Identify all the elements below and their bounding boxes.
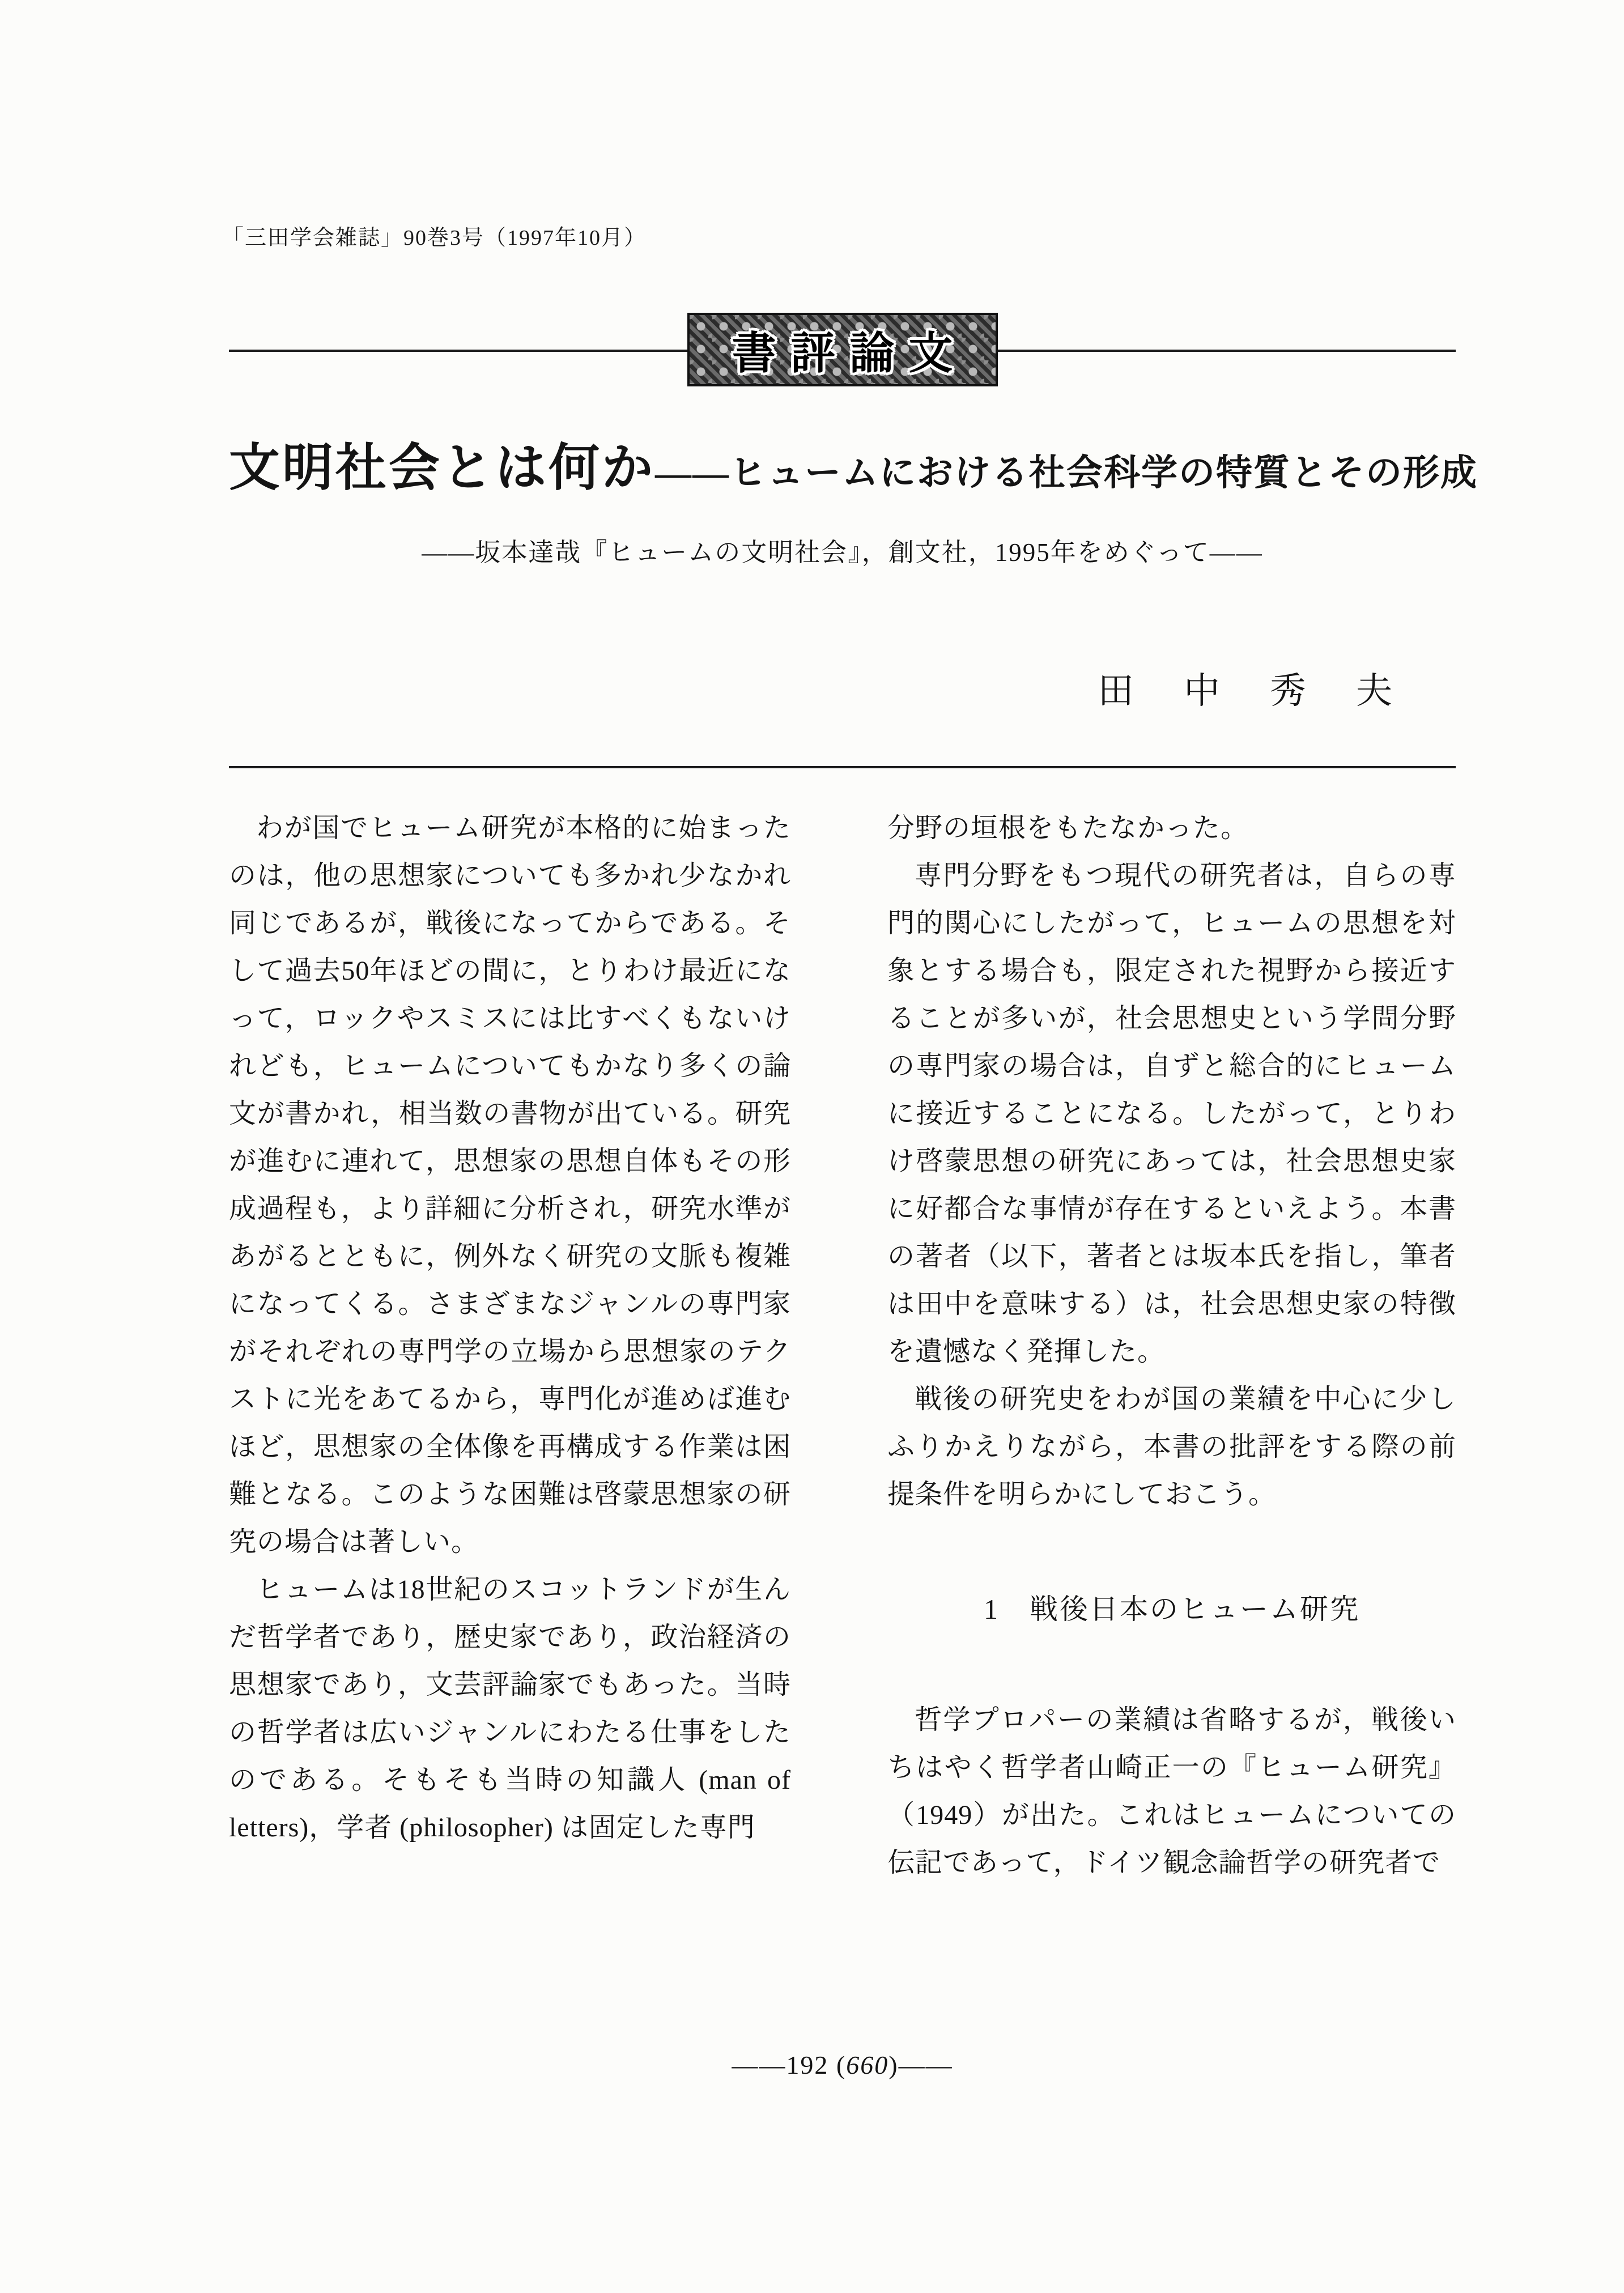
article-title-main: 文明社会とは何か bbox=[229, 440, 655, 496]
article-title-rest: ヒュームにおける社会科学の特質とその形成 bbox=[730, 453, 1478, 493]
paragraph: わが国でヒューム研究が本格的に始まったのは，他の思想家についても多かれ少なかれ同じであるが，戦後になってからである。そして過去50年ほどの間に，とりわけ最近になって，ロックやスミスには比すべくもないけれども，ヒュームについてもかなり多くの論文が書かれ，相当数の書物が出ている。研究が進むに連れて，思想家の思想自体もその形成過程も，より詳細に分析され，研究水準があがるとともに，例外なく研究の文脈も複雑になってくる。さまざまなジャンルの専門家がそれぞれの専門学の立場から思想家のテクストに光をあてるから，専門化が進めば進むほど，思想家の全体像を再構成する作業は困難となる。このような困難は啓蒙思想家の研究の場合は著しい。 bbox=[229, 813, 791, 1557]
page-footer bbox=[229, 2050, 1456, 2080]
paragraph: 分野の垣根をもたなかった。 bbox=[887, 813, 1249, 843]
footer-left: ——192 ( bbox=[732, 2050, 847, 2079]
article-type-row bbox=[229, 313, 1456, 386]
article-title-dash: —— bbox=[655, 453, 730, 493]
left-column bbox=[229, 805, 791, 1852]
paragraph: 哲学プロパーの業績は省略するが，戦後いちはやく哲学者山崎正一の『ヒューム研究』（1949）が出た。これはヒュームについての伝記であって，ドイツ観念論哲学の研究者で bbox=[887, 1705, 1456, 1878]
right-column bbox=[887, 805, 1456, 1887]
paragraph: ヒュームは18世紀のスコットランドが生んだ哲学者であり，歴史家であり，政治経済の思想家であり，文芸評論家でもあった。当時の哲学者は広いジャンルにわたる仕事をしたのである。そもそも当時の知識人 (man of letters)，学者 (philosopher) は固定した専門 bbox=[229, 1575, 791, 1843]
author-name: 田 中 秀 夫 bbox=[1098, 671, 1399, 711]
section-heading: 1 戦後日本のヒューム研究 bbox=[984, 1593, 1360, 1625]
paragraph: 戦後の研究史をわが国の業績を中心に少しふりかえりながら，本書の批評をする際の前提条件を明らかにしておこう。 bbox=[887, 1384, 1456, 1509]
footer-right: )—— bbox=[888, 2050, 953, 2079]
article-type-badge bbox=[687, 313, 998, 386]
article-subtitle: ——坂本達哉『ヒュームの文明社会』，創文社，1995年をめぐって—— bbox=[422, 538, 1263, 567]
article-type-label: 書評論文 bbox=[732, 329, 968, 378]
paragraph: 専門分野をもつ現代の研究者は，自らの専門的関心にしたがって，ヒュームの思想を対象とする場合も，限定された視野から接近することが多いが，社会思想史という学問分野の専門家の場合は，自ずと総合的にヒュームに接近することになる。したがって，とりわけ啓蒙思想の研究にあっては，社会思想史家に好都合な事情が存在するといえよう。本書の著者（以下，著者とは坂本氏を指し，筆者は田中を意味する）は，社会思想史家の特徴を遺憾なく発揮した。 bbox=[887, 861, 1456, 1367]
journal-issue-header: 「三田学会雑誌」90巻3号（1997年10月） bbox=[222, 226, 647, 250]
footer-page-number: 660 bbox=[846, 2050, 889, 2079]
article-title bbox=[229, 426, 1478, 500]
header-divider-rule bbox=[229, 766, 1456, 768]
